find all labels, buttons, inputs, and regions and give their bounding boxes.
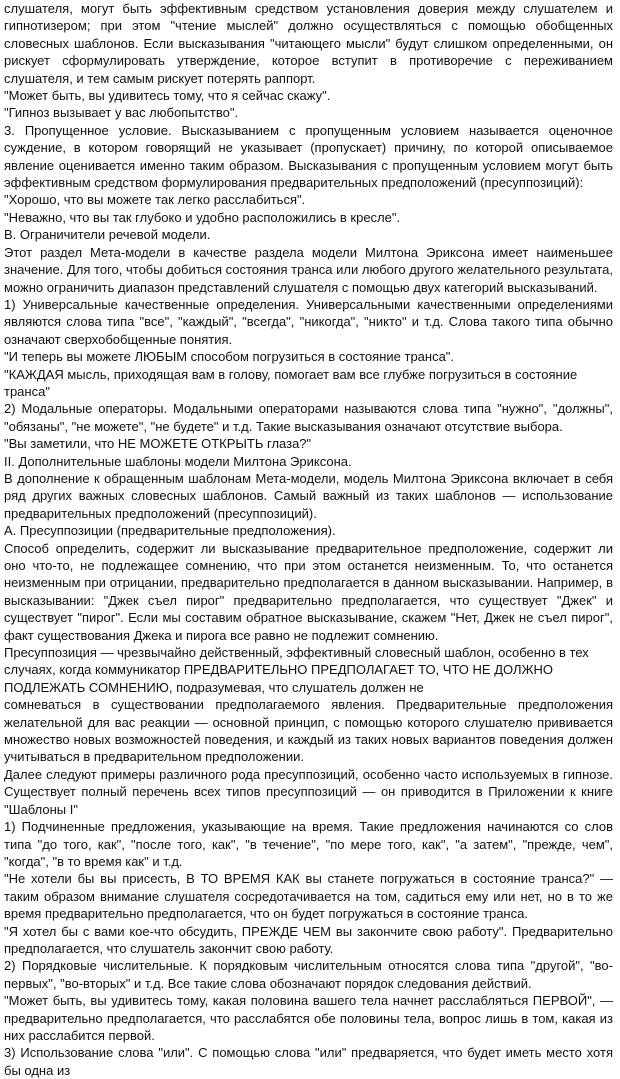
paragraph: слушателя, могут быть эффективным средством установления доверия между слушателем и гипнотизером; при этом "чтение мыслей" должно осуществляться с помощью обобщенных словесных шаблонов. Если высказывания "читающего мысли" будут слишком определенными, он рискует сформулировать утверждение, которое вступит в противоречие с переживанием слушателя, и тем самым рискует потерять раппорт.	[4, 1, 613, 86]
paragraph: 2) Порядковые числительные. К порядковым числительным относятся слова типа "другой", "во-первых", "во-вторых" и т.д. Все такие слова обозначают порядок следования действий.	[4, 958, 613, 991]
section-heading: II. Дополнительные шаблоны модели Милтона Эриксона.	[4, 453, 352, 469]
paragraph: "Может быть, вы удивитесь тому, какая половина вашего тела начнет расслабляться ПЕРВОЙ", — предварительно предполагается, что расслабятся обе половины тела, вопрос лишь в том, какая из них расслабится первой.	[4, 993, 613, 1043]
paragraph: "Я хотел бы с вами кое-что обсудить, ПРЕЖДЕ ЧЕМ вы закончите свою работу". Предварительно предполагается, что слушатель закончит свою работу.	[4, 923, 613, 956]
paragraph: Этот раздел Мета-модели в качестве раздела модели Милтона Эриксона имеет наименьшее значение. Для того, чтобы добиться состояния транса или любого другого желательного результата, можно ограничить диапазон представлений слушателя с помощью двух категорий высказываний.	[4, 244, 613, 295]
quote-line: "И теперь вы можете ЛЮБЫМ способом погрузиться в состояние транса".	[4, 349, 455, 365]
paragraph: 3. Пропущенное условие. Высказыванием с пропущенным условием называется оценочное суждение, в котором говорящий не указывает (пропускает) причину, по которой описываемое явление оценивается именно таким образом. Высказывания с пропущенным условием могут быть эффективным средством формулирования предварительных предположений (пресуппозиций):	[4, 122, 613, 191]
paragraph: "Не хотели бы вы присесть, В ТО ВРЕМЯ КАК вы станете погружаться в состояние транса?" — таким образом внимание слушателя сосредотачивается на том, садиться ему или нет, но в то же время предварительно предполагается, что он будет погружаться в состояние транса.	[4, 871, 613, 922]
quote-line: "Может быть, вы удивитесь тому, что я сейчас скажу".	[4, 88, 331, 104]
paragraph: В дополнение к обращенным шаблонам Мета-модели, модель Милтона Эриксона включает в себя ряд других важных словесных шаблонов. Самый важный из таких шаблонов — использование предварительных предположений (пресуппозиций).	[4, 470, 613, 521]
section-heading: А. Пресуппозиции (предварительные предположения).	[4, 523, 336, 539]
paragraph: сомневаться в существовании предполагаемого явления. Предварительные предположения желательной для вас реакции — основной принцип, с помощью которого слушателю прививается множество новых возможностей поведения, и каждый из таких новых вариантов поведения должен учитываться в предварительном предположении.	[4, 697, 613, 765]
paragraph: Пресуппозиция — чрезвычайно действенный, эффективный словесный шаблон, особенно в тех случаях, когда коммуникатор ПРЕДВАРИТЕЛЬНО ПРЕДПОЛАГАЕТ ТО, ЧТО НЕ ДОЛЖНО ПОДЛЕЖАТЬ СОМНЕНИЮ, подразумевая, что слушатель должен не	[4, 645, 589, 695]
quote-line: "Вы заметили, что НЕ МОЖЕТЕ ОТКРЫТЬ глаза?"	[4, 436, 312, 452]
section-heading: В. Ограничители речевой модели.	[4, 227, 211, 243]
paragraph: 1) Универсальные качественные определения. Универсальными качественными определениями являются слова типа "все", "каждый", "всегда", "никогда", "никто" и т.д. Слова такого типа обычно означают сверхобобщенные понятия.	[4, 296, 613, 347]
paragraph: Далее следуют примеры различного рода пресуппозиций, особенно часто используемых в гипнозе. Существует полный перечень всех типов пресуппозиций — он приводится в Приложении к книге "Шаблоны I"	[4, 766, 613, 817]
quote-line: "КАЖДАЯ мысль, приходящая вам в голову, помогает вам все глубже погрузиться в состояние транса"	[4, 366, 578, 399]
paragraph: 3) Использование слова "или". С помощью слова "или" предваряется, что будет иметь место хотя бы одна из	[4, 1045, 613, 1078]
quote-line: "Хорошо, что вы можете так легко расслабиться".	[4, 192, 306, 208]
paragraph: 1) Подчиненные предложения, указывающие на время. Такие предложения начинаются со слов типа "до того, как", "после того, как", "в течение", "по мере того, как", "а затем", "прежде, чем", "когда", "в то время как" и т.д.	[4, 819, 613, 869]
quote-line: "Гипноз вызывает у вас любопытство".	[4, 105, 239, 121]
paragraph: 2) Модальные операторы. Модальными операторами называются слова типа "нужно", "должны", "обязаны", "не можете", "не будете" и т.д. Такие высказывания означают отсутствие выбора.	[4, 401, 613, 434]
quote-line: "Неважно, что вы так глубоко и удобно расположились в кресле".	[4, 209, 401, 225]
paragraph: Способ определить, содержит ли высказывание предварительное предположение, содержит ли оно что-то, не подлежащее сомнению, что при этом останется неизменным. То, что останется неизменным при отрицании, предварительно предполагается в данном высказывании. Например, в высказывании: "Джек съел пирог" предварительно предполагается, что существует "Джек" и существует "пирог". Если мы составим обратное высказывание, скажем "Нет, Джек не съел пирог", факт существования Джека и пирога все равно не подлежит сомнению.	[4, 540, 613, 643]
